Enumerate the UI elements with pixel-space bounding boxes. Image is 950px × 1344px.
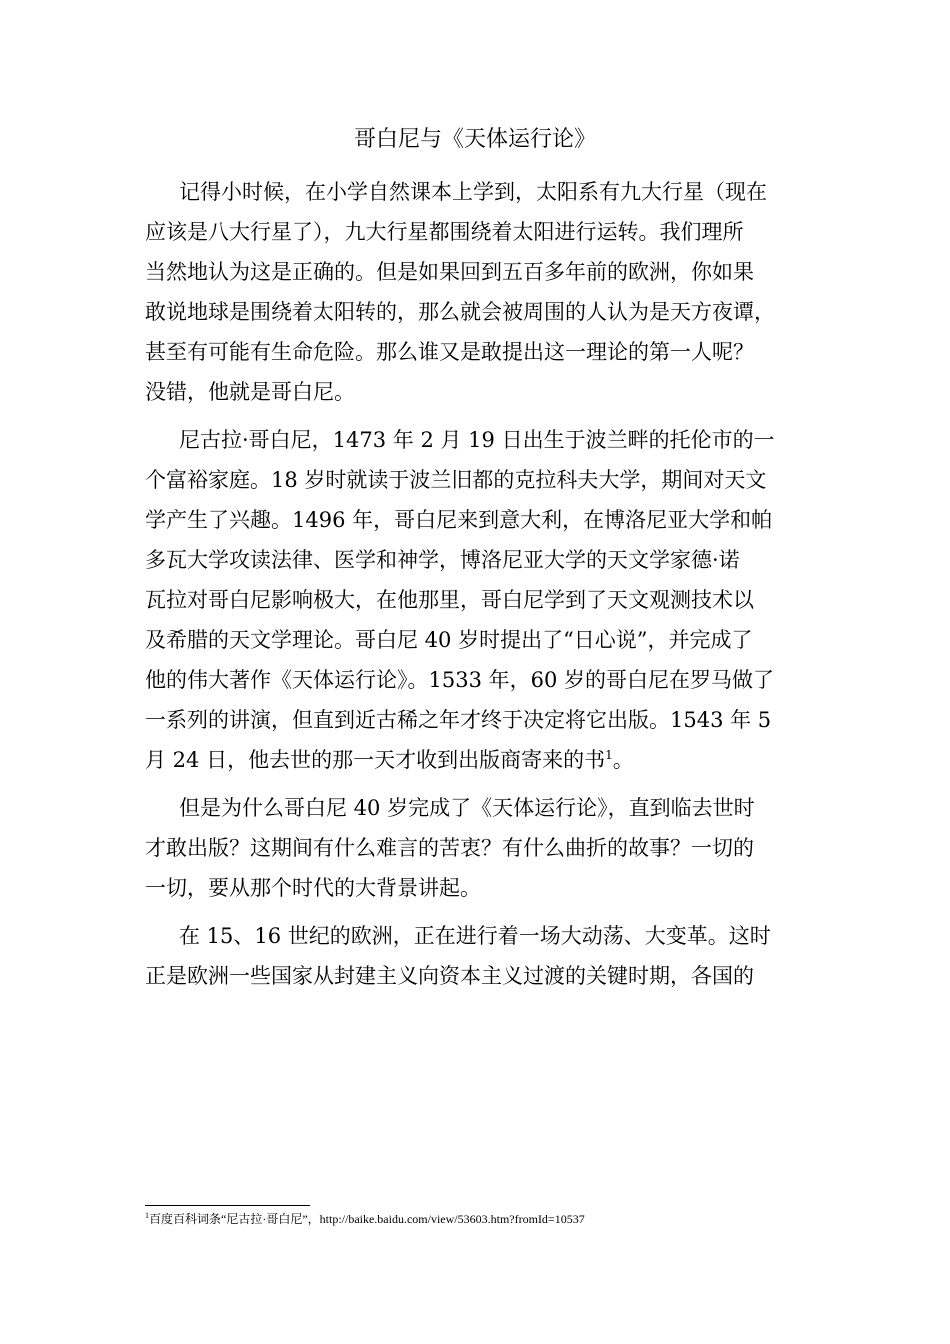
paragraph-line: 个富裕家庭。18 岁时就读于波兰旧都的克拉科夫大学，期间对天文 xyxy=(145,468,767,492)
paragraph-line: 尼古拉·哥白尼，1473 年 2 月 19 日出生于波兰畔的托伦市的一 xyxy=(179,428,775,452)
footnote-text[interactable]: 百度百科词条“尼古拉·哥白尼”，http://baike.baidu.com/view/53603.htm?fromId=10537 xyxy=(149,1212,585,1226)
paragraph-line: 应该是八大行星了），九大行星都围绕着太阳进行运转。我们理所 xyxy=(145,220,744,244)
paragraph-line: 多瓦大学攻读法律、医学和神学，博洛尼亚大学的天文学家德·诺 xyxy=(145,548,740,572)
paragraph-line: 才敢出版？这期间有什么难言的苦衷？有什么曲折的故事？一切的 xyxy=(145,836,754,860)
paragraph-line: 一系列的讲演，但直到近古稀之年才终于决定将它出版。1543 年 5 xyxy=(145,708,772,732)
body-text xyxy=(145,172,813,996)
paragraph-1 xyxy=(145,172,813,412)
paragraph-line: 当然地认为这是正确的。但是如果回到五百多年前的欧洲，你如果 xyxy=(145,260,754,284)
paragraph-2 xyxy=(145,420,813,780)
paragraph-line: 甚至有可能有生命危险。那么谁又是敢提出这一理论的第一人呢？ xyxy=(145,340,754,364)
paragraph-line: 瓦拉对哥白尼影响极大，在他那里，哥白尼学到了天文观测技术以 xyxy=(145,588,754,612)
footnote-marker: 1 xyxy=(145,1211,149,1220)
paragraph-line: 敢说地球是围绕着太阳转的，那么就会被周围的人认为是天方夜谭， xyxy=(145,300,775,324)
paragraph-line: 学产生了兴趣。1496 年，哥白尼来到意大利，在博洛尼亚大学和帕 xyxy=(145,508,773,532)
footnote xyxy=(145,1210,825,1228)
page-title: 哥白尼与《天体运行论》 xyxy=(353,127,596,152)
paragraph-line: 他的伟大著作《天体运行论》。1533 年，60 岁的哥白尼在罗马做了 xyxy=(145,668,775,692)
footnote-reference[interactable]: 1 xyxy=(605,748,613,762)
paragraph-line: 但是为什么哥白尼 40 岁完成了《天体运行论》，直到临去世时 xyxy=(179,796,755,820)
paragraph-3 xyxy=(145,788,813,908)
paragraph-4 xyxy=(145,916,813,996)
paragraph-line: 一切，要从那个时代的大背景讲起。 xyxy=(145,876,481,900)
paragraph-line: 在 15、16 世纪的欧洲，正在进行着一场大动荡、大变革。这时 xyxy=(179,924,771,948)
paragraph-line: 及希腊的天文学理论。哥白尼 40 岁时提出了“日心说”，并完成了 xyxy=(145,628,753,652)
paragraph-line: 正是欧洲一些国家从封建主义向资本主义过渡的关键时期，各国的 xyxy=(145,964,754,988)
paragraph-line: 记得小时候，在小学自然课本上学到，太阳系有九大行星（现在 xyxy=(179,180,767,204)
paragraph-line: 没错，他就是哥白尼。 xyxy=(145,380,355,404)
paragraph-line: 月 24 日，他去世的那一天才收到出版商寄来的书$^1$。 xyxy=(145,748,634,772)
footnote-separator xyxy=(145,1205,310,1206)
